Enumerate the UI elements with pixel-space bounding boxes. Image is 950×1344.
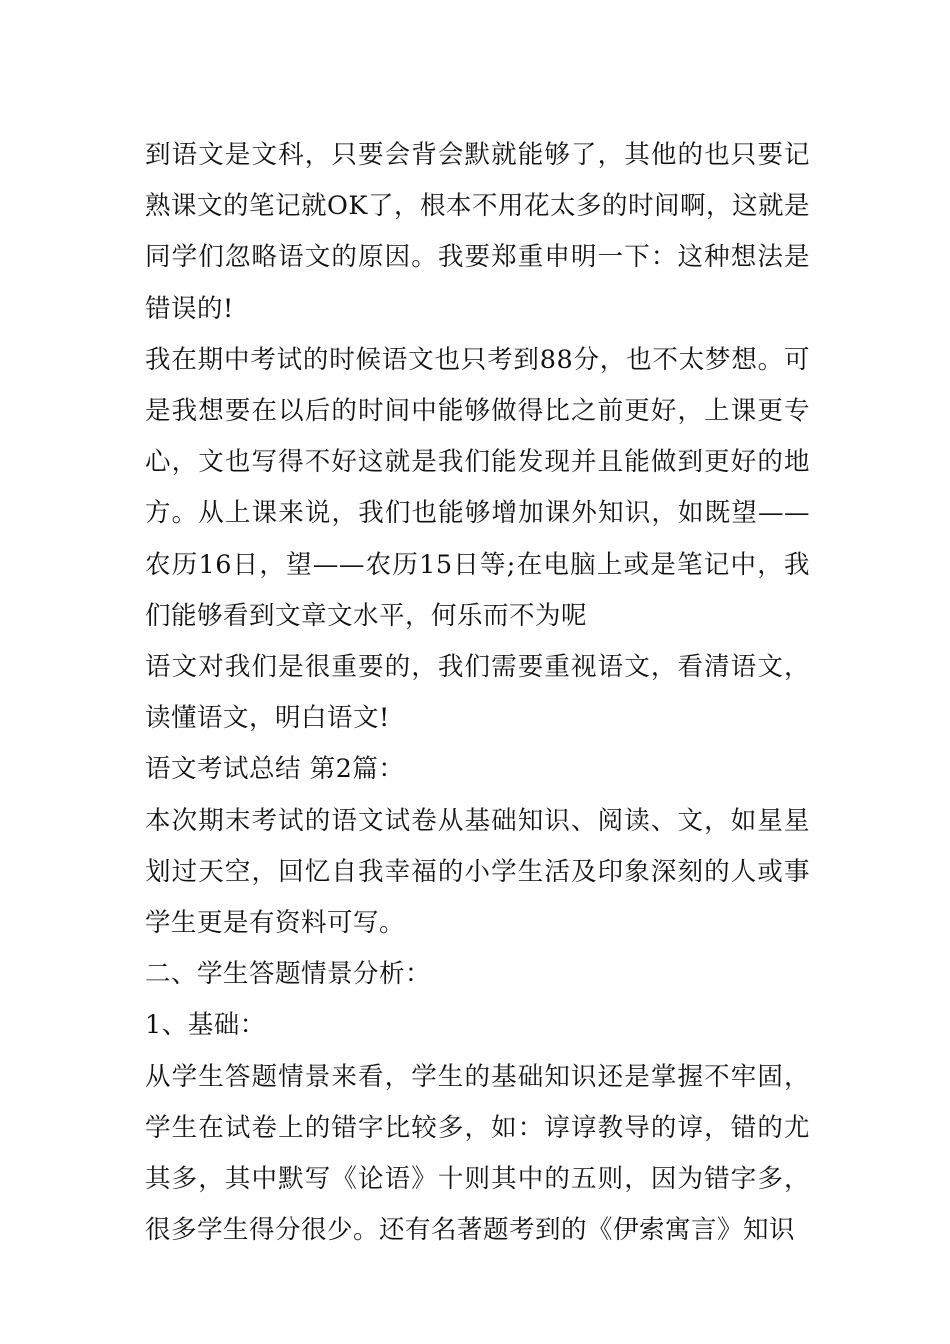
section-heading: 语文考试总结 第2篇：	[145, 754, 405, 785]
paragraph-3: 语文对我们是很重要的，我们需要重视语文，看清语文，读懂语文，明白语文!	[145, 652, 810, 734]
paragraph-5: 本次期末考试的语文试卷从基础知识、阅读、文，如星星划过天空，回忆自我幸福的小学生活及印象深刻的人或事学生更是有资料可写。	[145, 805, 810, 939]
item-heading: 1、基础：	[145, 1010, 266, 1041]
paragraph-2: 我在期中考试的时候语文也只考到88分，也不太梦想。可是我想要在以后的时间中能够做得比之前更好，上课更专心，文也写得不好这就是我们能发现并且能做到更好的地方。从上课来说，我们也能够增加课外知识，如既望——农历16日，望——农历15日等;在电脑上或是笔记中，我们能够看到文章文水平，何乐而不为呢	[145, 344, 810, 631]
subsection-heading: 二、学生答题情景分析：	[145, 959, 432, 990]
document-body	[145, 130, 810, 1256]
paragraph-1: 到语文是文科，只要会背会默就能够了，其他的也只要记熟课文的笔记就OK了，根本不用花太多的时间啊，这就是同学们忽略语文的原因。我要郑重申明一下：这种想法是错误的!	[145, 140, 810, 324]
paragraph-8: 从学生答题情景来看，学生的基础知识还是掌握不牢固，学生在试卷上的错字比较多，如：谆谆教导的谆，错的尤其多，其中默写《论语》十则其中的五则，因为错字多，很多学生得分很少。还有名著题考到的《伊索寓言》知识	[145, 1061, 810, 1246]
